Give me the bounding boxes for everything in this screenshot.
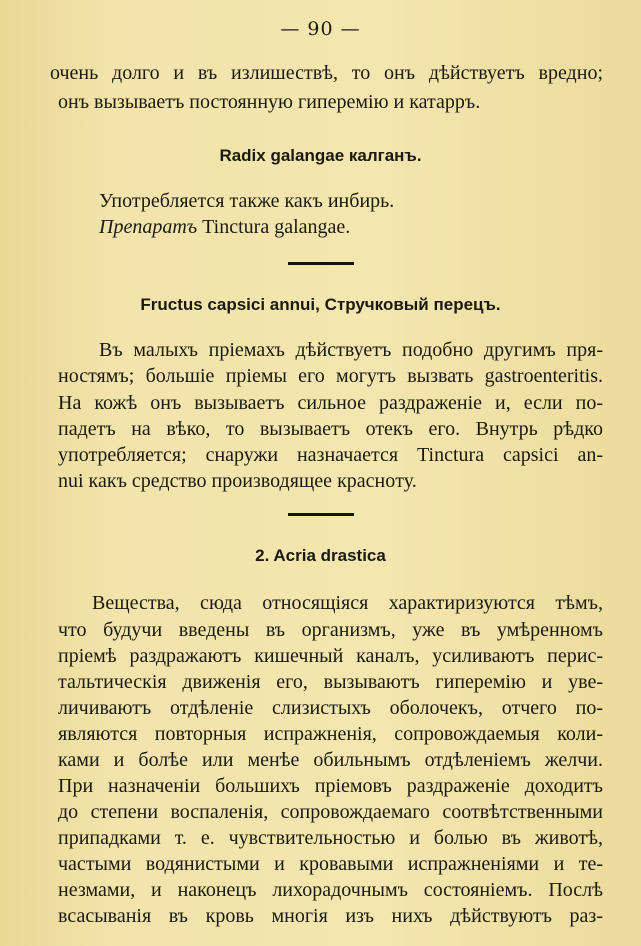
drastica-line-12: незмами, и наконецъ лихорадочнымъ состояніемъ. Послѣ [58,879,603,901]
drastica-line-1: Вещества, сюда относящіяся характиризуются тѣмъ, [92,592,603,614]
intro-line-1: очень долго и въ излишествѣ, то онъ дѣйствуетъ вредно; [50,62,603,84]
capsici-line-1: Въ малыхъ пріемахъ дѣйствуетъ подобно другимъ пря- [99,339,603,361]
radix-usage-line: Употребляется также какъ инбирь. [99,190,395,212]
capsici-line-3: На кожѣ онъ вызываетъ сильное раздраженіе и, если по- [58,392,603,414]
drastica-line-2: что будучи введены въ организмъ, уже въ умѣренномъ [58,619,603,641]
drastica-line-9: до степени воспаленія, сопровождаемаго соотвѣтственными [58,801,603,823]
radix-preparation-line [99,214,350,240]
preparation-value: Tinctura galangae. [202,216,351,238]
intro-line-2: онъ вызываетъ постоянную гиперемію и катарръ. [58,91,481,113]
drastica-line-11: частыми водянистыми и кровавыми испражненіями и те- [58,853,603,875]
section-divider [288,262,354,265]
section-divider [288,513,354,516]
section-acria-drastica-title: 2. Acria drastica [255,546,386,565]
capsici-line-2: ностямъ; большіе пріемы его могутъ вызвать gastroenteritis. [58,365,603,387]
capsici-line-6: nui какъ средство производящее краснoту. [58,470,417,492]
preparation-label: Препаратъ [99,216,198,238]
drastica-line-13: всасыванія въ кровь многія изъ нихъ дѣйствуютъ раз- [58,905,603,927]
drastica-line-6: являются повторныя испражненія, сопровождаемыя коли- [58,723,603,745]
drastica-line-10: припадками т. е. чувствительностью и болью въ животѣ, [58,827,603,849]
drastica-line-7: ками и болѣе или менѣе обильнымъ отдѣленіемъ желчи. [58,749,603,771]
capsici-line-4: падетъ на вѣко, то вызываетъ отекъ его. Внутрь рѣдко [58,418,603,440]
page-number: — 90 — [280,18,361,40]
drastica-line-3: пріемѣ раздражаютъ кишечный каналъ, усиливаютъ перис- [58,645,603,667]
capsici-line-5: употребляется; снаружи назначается Tinctura capsici an- [58,444,603,466]
drastica-line-8: При назначеніи большихъ пріемовъ раздраженіе доходитъ [58,775,603,797]
section-radix-galangae-title: Radix galangae калганъ. [219,146,422,165]
drastica-line-4: тальтическія движенія его, вызываютъ гиперемію и уве- [58,671,603,693]
section-fructus-capsici-title: Fructus capsici annui, Стручковый перецъ. [140,295,501,314]
drastica-line-5: личиваютъ отдѣленіе слизистыхъ оболочекъ, отчего по- [58,697,603,719]
